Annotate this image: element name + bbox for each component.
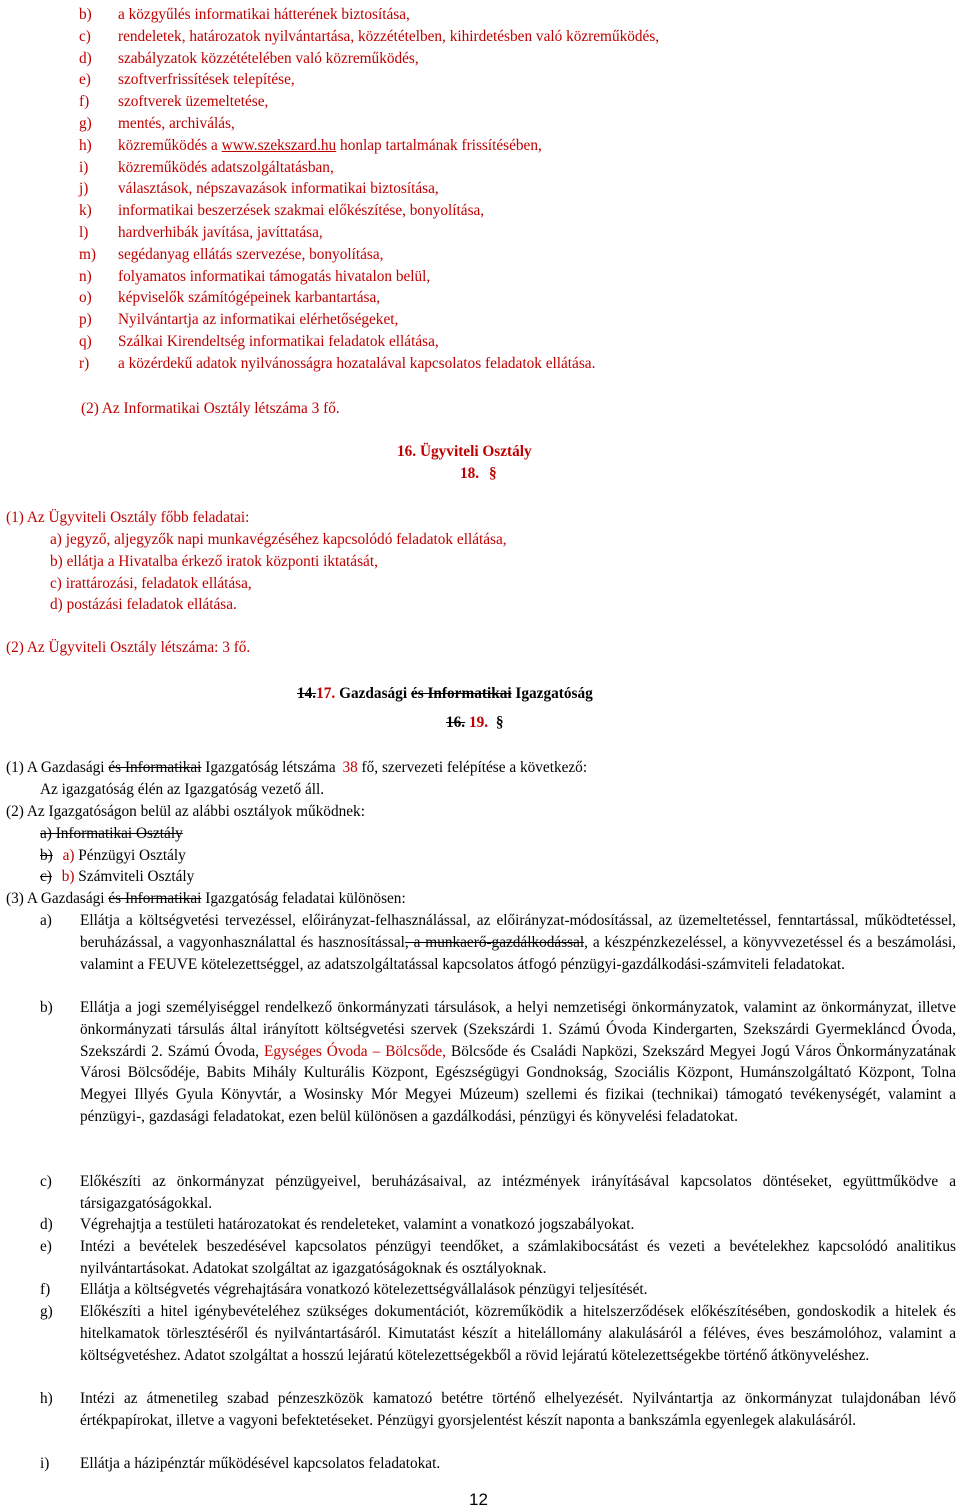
list-item-text: a közérdekű adatok nyilvánosságra hozatalával kapcsolatos feladatok ellátása. [118, 354, 596, 372]
list-item-text: szabályzatok közzétételében való közreműködés, [118, 49, 419, 67]
task-h-text: Intézi az átmenetileg szabad pénzeszközök kamatozó betétre történő elhelyezését. Nyilvántartja az önkormányzat tulajdonában lévő értékpapírokat, illetve a vagyoni befektetéseket. Pénzügyi gyorsjelentést készít naponta a bankszámla egyenlegek alakulásáról. [80, 1390, 956, 1429]
list-item-letter: k) [79, 202, 92, 220]
p3-text-b: Igazgatóság feladatai különösen: [201, 890, 406, 907]
list-item-letter: e) [79, 71, 91, 89]
p1-text-a: (1) A Gazdasági [6, 759, 109, 776]
list-item-text: választások, népszavazások informatikai biztosítása, [118, 180, 439, 198]
list-item-text: szoftverek üzemeltetése, [118, 93, 269, 111]
dept-accounting-old-letter: c) [40, 868, 52, 885]
section16-item: c) irattározási, feladatok ellátása, [50, 574, 252, 592]
list-item-text: rendeletek, határozatok nyilvántartása, közzétételben, kihirdetésben való közreműködés, [118, 27, 660, 45]
list-item-letter: r) [79, 354, 90, 372]
task-c-label: c) [40, 1173, 52, 1190]
task-b-text-1: Ellátja a jogi személyiséggel rendelkező önkormányzati társulások, a helyi nemzetiségi önkormányzatok, valamint az önkormányzat, illetve önkormányzati társulás által irányított költségvetési szervek (Szekszárdi 1. Számú Óvoda Kindergarten, Szekszárdi Gyermekláncd Óvoda, Szekszárdi 2. Számú Óvoda, [80, 999, 956, 1060]
section16-paragraph-number [460, 463, 497, 485]
informatics-task-list [0, 4, 960, 375]
list-item-text: a közgyűlés informatikai hátterének biztosítása, [118, 6, 410, 23]
task-b-text-2: Bölcsőde és Családi Napközi, Szekszárd Megyei Jogú Város Önkormányzatának Városi Bölcsődéje, Babits Mihály Kulturális Központ, Egészségügyi Gondnokság, Szociális Központ, Humánszolgáltató Központ, Tolna Megyei Illyés Gyula Könyvtár, a Wosinsky Mór Megyei Múzeum) szellemi és fizikai (technikai) támogató tevékenységét, valamint a pénzügyi-, gazdasági feladatokat, ezen belül különösen a gazdálkodási, pénzügyi és könyvelési feladatokat. [80, 1042, 956, 1125]
list-item-text: Nyilvántartja az informatikai elérhetőségeket, [118, 311, 399, 329]
section16-item: b) ellátja a Hivatalba érkező iratok központi iktatását, [50, 552, 378, 570]
list-item [0, 266, 960, 288]
task-b-text [80, 997, 956, 1128]
list-item-letter: c) [79, 27, 91, 45]
list-item [0, 48, 960, 70]
list-item-text: Szálkai Kirendeltség informatikai feladatok ellátása, [118, 332, 439, 350]
list-item-letter: i) [79, 158, 89, 176]
list-item [0, 113, 960, 135]
task-e-text: Intézi a bevételek beszedésével kapcsolatos pénzügyi teendőket, a számlakibocsátást és vezeti a bevételekhez kapcsolódó analitikus nyilvántartásokat. Adatokat szolgáltat az igazgatóságoknak és osztályoknak. [80, 1238, 956, 1277]
it-headcount-text: (2) Az Informatikai Osztály létszáma 3 fő. [81, 400, 340, 417]
list-item-text: közreműködés adatszolgáltatásban, [118, 158, 334, 176]
section16-heading: 16. Ügyviteli Osztály [397, 443, 532, 460]
dept-informatics-struck: a) Informatikai Osztály [40, 825, 183, 842]
list-item [0, 309, 960, 331]
page-number: 12 [469, 1490, 488, 1509]
list-item-text-pre: közreműködés a [118, 136, 222, 154]
task-c-text: Előkészíti az önkormányzat pénzügyeivel, beruházásaival, az intézmények irányításával kapcsolatos döntéseket, együttműködve a társigazgatóságokkal. [80, 1173, 956, 1212]
task-g-label: g) [40, 1303, 53, 1320]
task-g-text: Előkészíti a hitel igénybevételéhez szükséges dokumentációt, közreműködik a hitelszerződések előkészítésében, gondoskodik a hitelek és hitelkamatok törlesztéséről és nyilvántartásáról. Kimutatást készít a hitelállomány alakulásáról a féléves, éves beszámolóhoz, valamint a költségvetéshez. Adatot szolgáltat a hosszú lejáratú kötelezettségekből a rövid lejáratú kötelezettségekbe történő átkönyveléshez. [80, 1303, 956, 1364]
list-item-letter: d) [79, 49, 92, 67]
p1-text-b: Igazgatóság létszáma [201, 759, 340, 776]
section16-headcount: (2) Az Ügyviteli Osztály létszáma: 3 fő. [6, 639, 251, 656]
section17-p1-line2: Az igazgatóság élén az Igazgatóság vezető áll. [40, 781, 325, 798]
p3-struck: és Informatikai [108, 890, 202, 907]
p1-headcount: 38 [342, 759, 358, 776]
list-item [0, 222, 960, 244]
task-d-text: Végrehajtja a testületi határozatokat és rendeleteket, valamint a vonatkozó jogszabályokat. [80, 1216, 635, 1233]
section17-title-a: Gazdasági [339, 685, 411, 702]
section16-item: a) jegyző, aljegyzők napi munkavégzéséhez kapcsolódó feladatok ellátása, [50, 531, 507, 548]
section16-para-num: 18. [460, 465, 480, 482]
task-f-label: f) [40, 1281, 51, 1298]
list-item-letter: m) [79, 245, 96, 263]
section17-p3 [6, 888, 406, 910]
list-item-text: képviselők számítógépeinek karbantartása, [118, 289, 381, 307]
list-item [0, 26, 960, 48]
dept-accounting-new-letter: b) [61, 868, 75, 885]
list-item [0, 157, 960, 179]
p3-text-a: (3) A Gazdasági [6, 890, 109, 907]
task-i-label: i) [40, 1455, 50, 1472]
dept-finance-new-letter: a) [62, 847, 75, 864]
task-a-label: a) [40, 912, 52, 929]
list-item [0, 135, 960, 157]
section17-para-old: 16. [446, 714, 466, 731]
list-item [0, 331, 960, 353]
dept-finance-label: Pénzügyi Osztály [74, 847, 186, 864]
task-d-label: d) [40, 1216, 53, 1233]
dept-finance-old-letter: b) [40, 847, 53, 864]
list-item-text: hardverhibák javítása, javíttatása, [118, 223, 323, 241]
list-item-text: folyamatos informatikai támogatás hivatalon belül, [118, 267, 431, 285]
task-b-label: b) [40, 999, 53, 1016]
list-item-letter: n) [79, 267, 92, 285]
section16-intro: (1) Az Ügyviteli Osztály főbb feladatai: [6, 509, 250, 526]
list-item [0, 4, 960, 26]
list-item [0, 244, 960, 266]
p1-struck: és Informatikai [108, 759, 202, 776]
list-item [0, 200, 960, 222]
list-item-text-post: honlap tartalmának frissítésében, [336, 136, 542, 154]
section17-heading [297, 683, 593, 705]
list-item-text: segédanyag ellátás szervezése, bonyolítása, [118, 245, 384, 263]
task-i-text: Ellátja a házipénztár működésével kapcsolatos feladatokat. [80, 1455, 441, 1472]
section16-para-sign: § [488, 465, 497, 482]
list-item-text [118, 135, 542, 157]
task-a-text-1: Ellátja a költségvetési tervezéssel, előirányzat-felhasználással, az előirányzat-módosítással, az üzemeltetéssel, fenntartással, működtetéssel, beruházással, a vagyonhasználattal és hasznosítással [80, 912, 956, 951]
section16-item: d) postázási feladatok ellátása. [50, 596, 237, 614]
list-item-letter: b) [79, 6, 92, 23]
list-item-letter: p) [79, 311, 92, 329]
website-link[interactable]: www.szekszard.hu [221, 136, 337, 154]
list-item-text: informatikai beszerzések szakmai előkészítése, bonyolítása, [118, 202, 485, 220]
list-item-letter: q) [79, 332, 92, 350]
dept-accounting-label: Számviteli Osztály [74, 868, 195, 885]
list-item-text: mentés, archiválás, [118, 114, 235, 132]
list-item-text: szoftverfrissítések telepítése, [118, 71, 295, 89]
task-h-label: h) [40, 1390, 53, 1407]
list-item-letter: f) [79, 93, 90, 111]
task-f-text: Ellátja a költségvetés végrehajtására vonatkozó kötelezettségvállalások pénzügyi teljesítését. [80, 1281, 648, 1298]
p1-text-c: fő, szervezeti felépítése a következő: [357, 759, 588, 776]
task-b-red: Egységes Óvoda – Bölcsőde, [264, 1042, 447, 1060]
list-item [0, 178, 960, 200]
list-item-letter: g) [79, 114, 92, 132]
task-e-label: e) [40, 1238, 52, 1255]
section17-title-b: Igazgatóság [511, 685, 593, 702]
task-a-text-2: , a készpénzkezeléssel, a könyvvezetéssel és a beszámolási, valamint a FEUVE kötelezettséggel, az adatszolgáltatással kapcsolatos átfogó pénzügyi-gazdálkodási-számviteli feladatokat. [80, 933, 956, 973]
dept-accounting [40, 866, 194, 888]
list-item-letter: l) [79, 223, 89, 241]
section17-old-number: 14. [297, 685, 317, 702]
list-item-letter: h) [79, 136, 92, 154]
it-headcount [81, 398, 340, 420]
section17-new-number: 17. [316, 685, 336, 702]
section17-p2: (2) Az Igazgatóságon belül az alábbi osztályok működnek: [6, 803, 365, 820]
list-item [0, 287, 960, 309]
section17-para-sign: § [495, 714, 504, 731]
task-a-text [80, 910, 956, 975]
list-item [0, 69, 960, 91]
list-item [0, 91, 960, 113]
section17-p1 [6, 757, 587, 779]
list-item [0, 353, 960, 375]
section17-paragraph-number [446, 712, 504, 734]
task-a-struck: , a munkaerő-gazdálkodással [404, 933, 585, 951]
section17-para-new: 19. [468, 714, 489, 731]
list-item-letter: o) [79, 289, 92, 307]
list-item-letter: j) [79, 180, 89, 198]
section17-title-struck: és Informatikai [410, 685, 512, 702]
dept-finance [40, 845, 186, 867]
